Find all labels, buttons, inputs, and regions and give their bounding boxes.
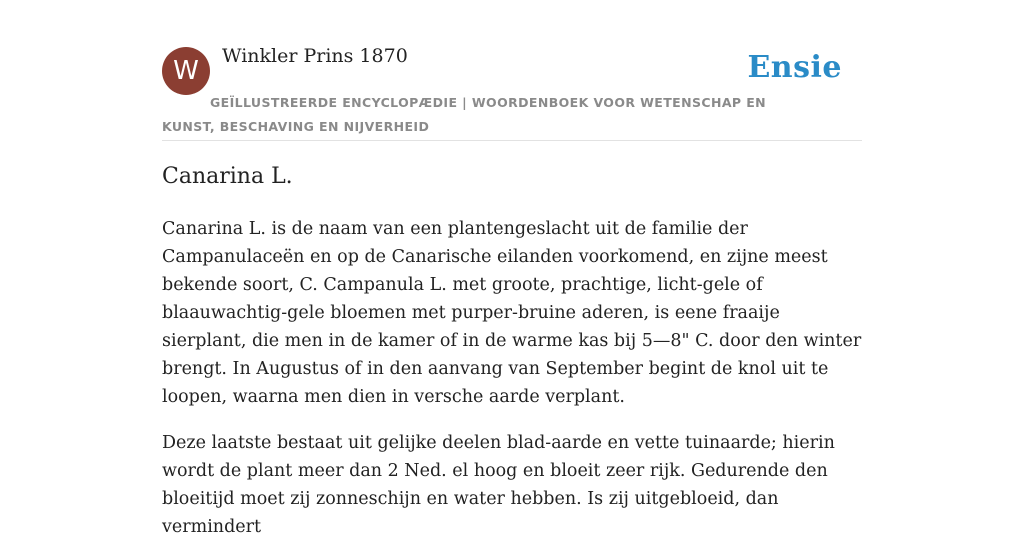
entry-paragraph: Deze laatste bestaat uit gelijke deelen blad-aarde en vette tuinaarde; hierin wordt de plant meer dan 2 Ned. el hoog en bloeit zeer rijk. Gedurende den bloeitijd moet zij zonneschijn en water hebben. Is zij uitgebloeid, dan vermindert — [162, 433, 835, 537]
source-subtitle: GEÏLLUSTREERDE ENCYCLOPÆDIE | WOORDENBOEK VOOR WETENSCHAP EN KUNST, BESCHAVING EN NIJVERHEID — [162, 95, 767, 134]
source-header — [162, 0, 862, 141]
entry-paragraph: Canarina L. is de naam van een plantengeslacht uit de familie der Campanulaceën en op de Canarische eilanden voorkomend, en zijne meest bekende soort, C. Campanula L. met groote, prachtige, licht-gele of blaauwachtig-gele bloemen met purper-bruine aderen, is eene fraaije sierplant, die men in de kamer of in de warme kas bij 5—8" C. door den winter brengt. In Augustus of in den aanvang van September begint de knol uit te loopen, waarna men dien in versche aarde verplant. — [162, 219, 862, 407]
ensie-logo[interactable]: Ensie — [747, 50, 842, 85]
page-container — [162, 0, 862, 537]
source-avatar[interactable]: W — [162, 47, 210, 95]
entry-body — [162, 215, 862, 559]
entry-title: Canarina L. — [162, 164, 293, 189]
source-title[interactable]: Winkler Prins 1870 — [222, 45, 408, 67]
